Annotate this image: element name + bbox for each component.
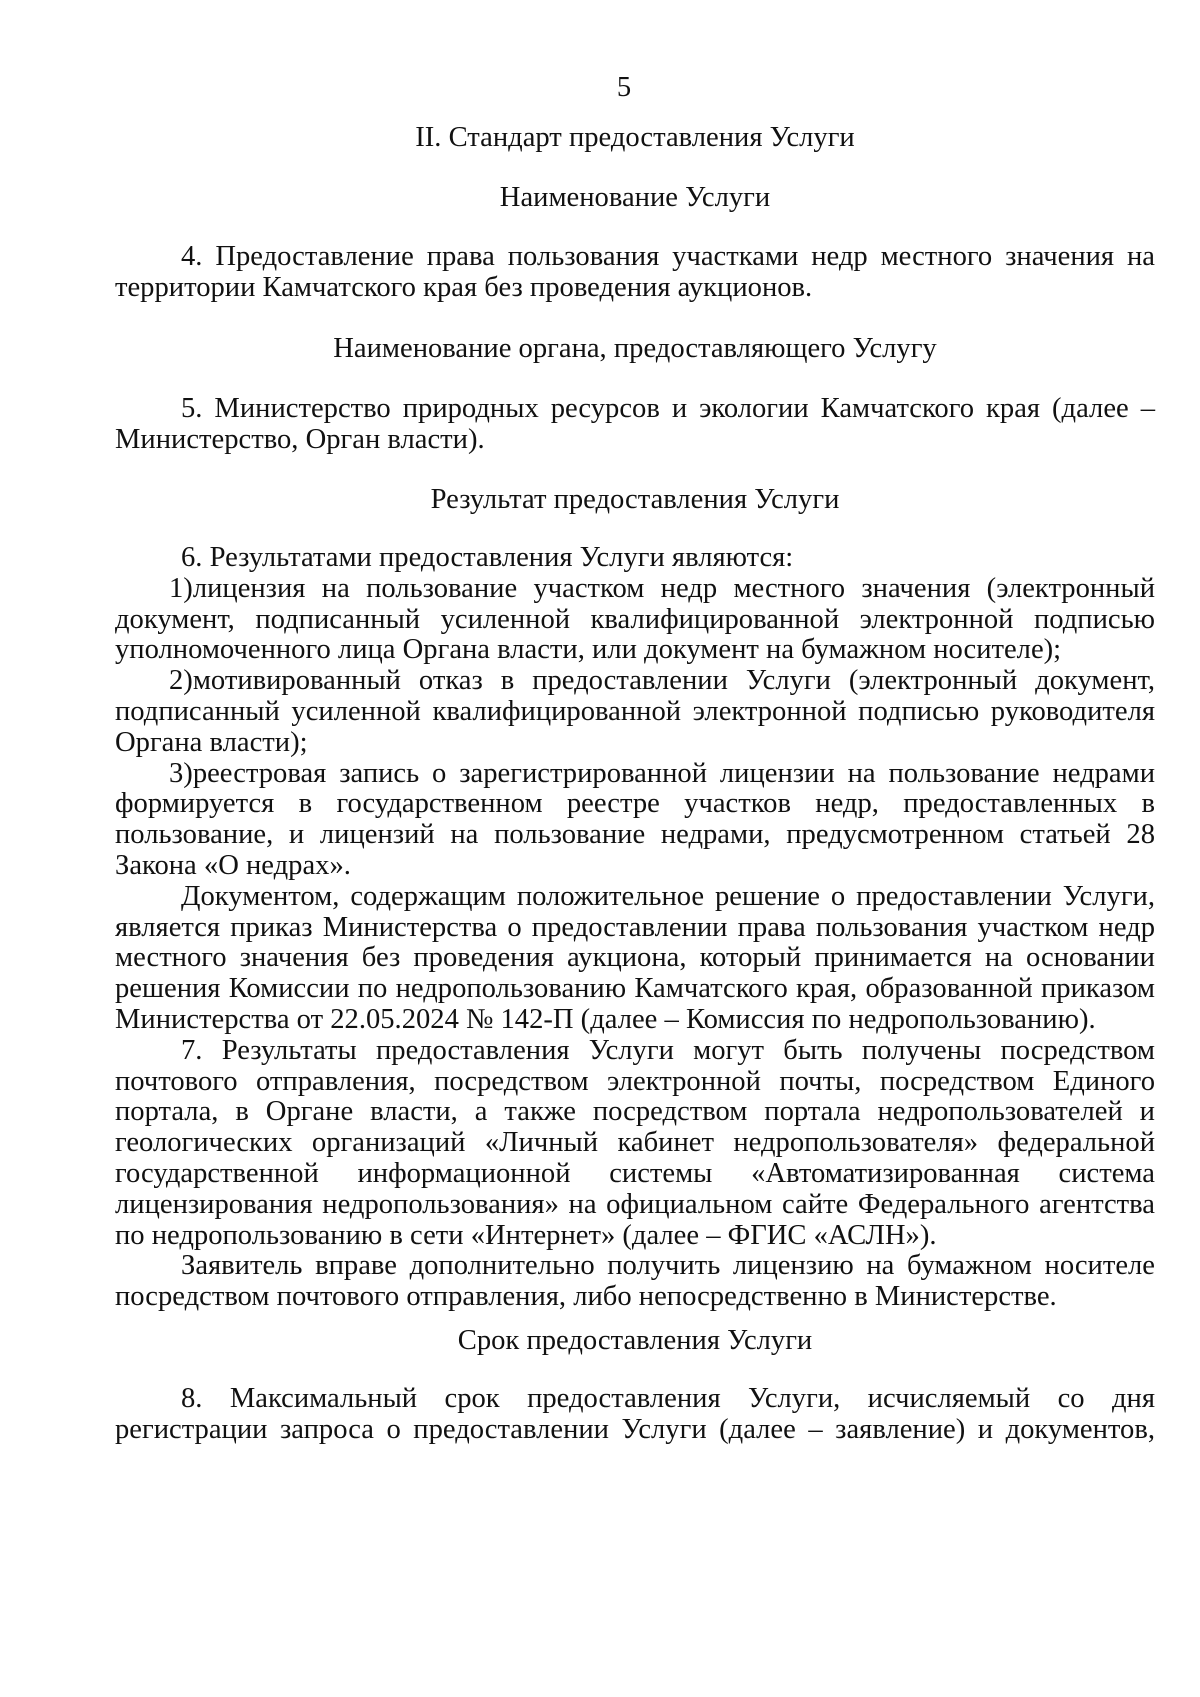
list-item-2: 2)мотивированный отказ в предоставлении Услуги (электронный документ, подписанный усиленной квалифицированной электронной подписью руководителя Органа власти);	[115, 665, 1155, 758]
heading-service-name: Наименование Услуги	[499, 182, 771, 213]
paragraph-5-block	[115, 394, 1155, 456]
heading-authority-name: Наименование органа, предоставляющего Услугу	[333, 333, 937, 364]
paragraph-7-additional: Заявитель вправе дополнительно получить лицензию на бумажном носителе посредством почтового отправления, либо непосредственно в Министерстве.	[115, 1250, 1155, 1313]
paragraph-6-document: Документом, содержащим положительное решение о предоставлении Услуги, является приказ Министерства о предоставлении права пользования участком недр местного значения без проведения аукциона, который принимается на основании решения Комиссии по недропользованию Камчатского края, образованной приказом Министерства от 22.05.2024 № 142-П (далее – Комиссия по недропользованию).	[115, 880, 1155, 1035]
paragraph-8-block	[115, 1384, 1155, 1446]
list-item-3: 3)реестровая запись о зарегистрированной лицензии на пользование недрами формируется в государственном реестре участков недр, предоставленных в пользование, и лицензий на пользование недрами, предусмотренном статьей 28 Закона «О недрах».	[115, 757, 1155, 881]
page-number: 5	[616, 72, 632, 103]
heading-service-term: Срок предоставления Услуги	[457, 1325, 813, 1356]
result-section-block	[115, 543, 1155, 1313]
paragraph-8: 8. Максимальный срок предоставления Услуги, исчисляемый со дня регистрации запроса о предоставлении Услуги (далее – заявление) и документов,	[115, 1383, 1155, 1445]
paragraph-7: 7. Результаты предоставления Услуги могут быть получены посредством почтового отправления, посредством электронной почты, посредством Единого портала, в Органе власти, а также посредством портала недропользователей и геологических организаций «Личный кабинет недропользователя» федеральной государственной информационной системы «Автоматизированная система лицензирования недропользования» на официальном сайте Федерального агентства по недропользованию в сети «Интернет» (далее – ФГИС «АСЛН»).	[115, 1034, 1155, 1251]
paragraph-4-block	[115, 242, 1155, 304]
list-item-1: 1)лицензия на пользование участком недр местного значения (электронный документ, подписанный усиленной квалифицированной электронной подписью уполномоченного лица Органа власти, или документ на бумажном носителе);	[115, 572, 1155, 666]
paragraph-4: 4. Предоставление права пользования участками недр местного значения на территории Камчатского края без проведения аукционов.	[115, 241, 1155, 303]
heading-service-result: Результат предоставления Услуги	[430, 484, 840, 515]
section-title: II. Стандарт предоставления Услуги	[415, 122, 855, 153]
paragraph-5: 5. Министерство природных ресурсов и экологии Камчатского края (далее – Министерство, Орган власти).	[115, 393, 1155, 455]
paragraph-6: 6. Результатами предоставления Услуги являются:	[181, 542, 794, 573]
